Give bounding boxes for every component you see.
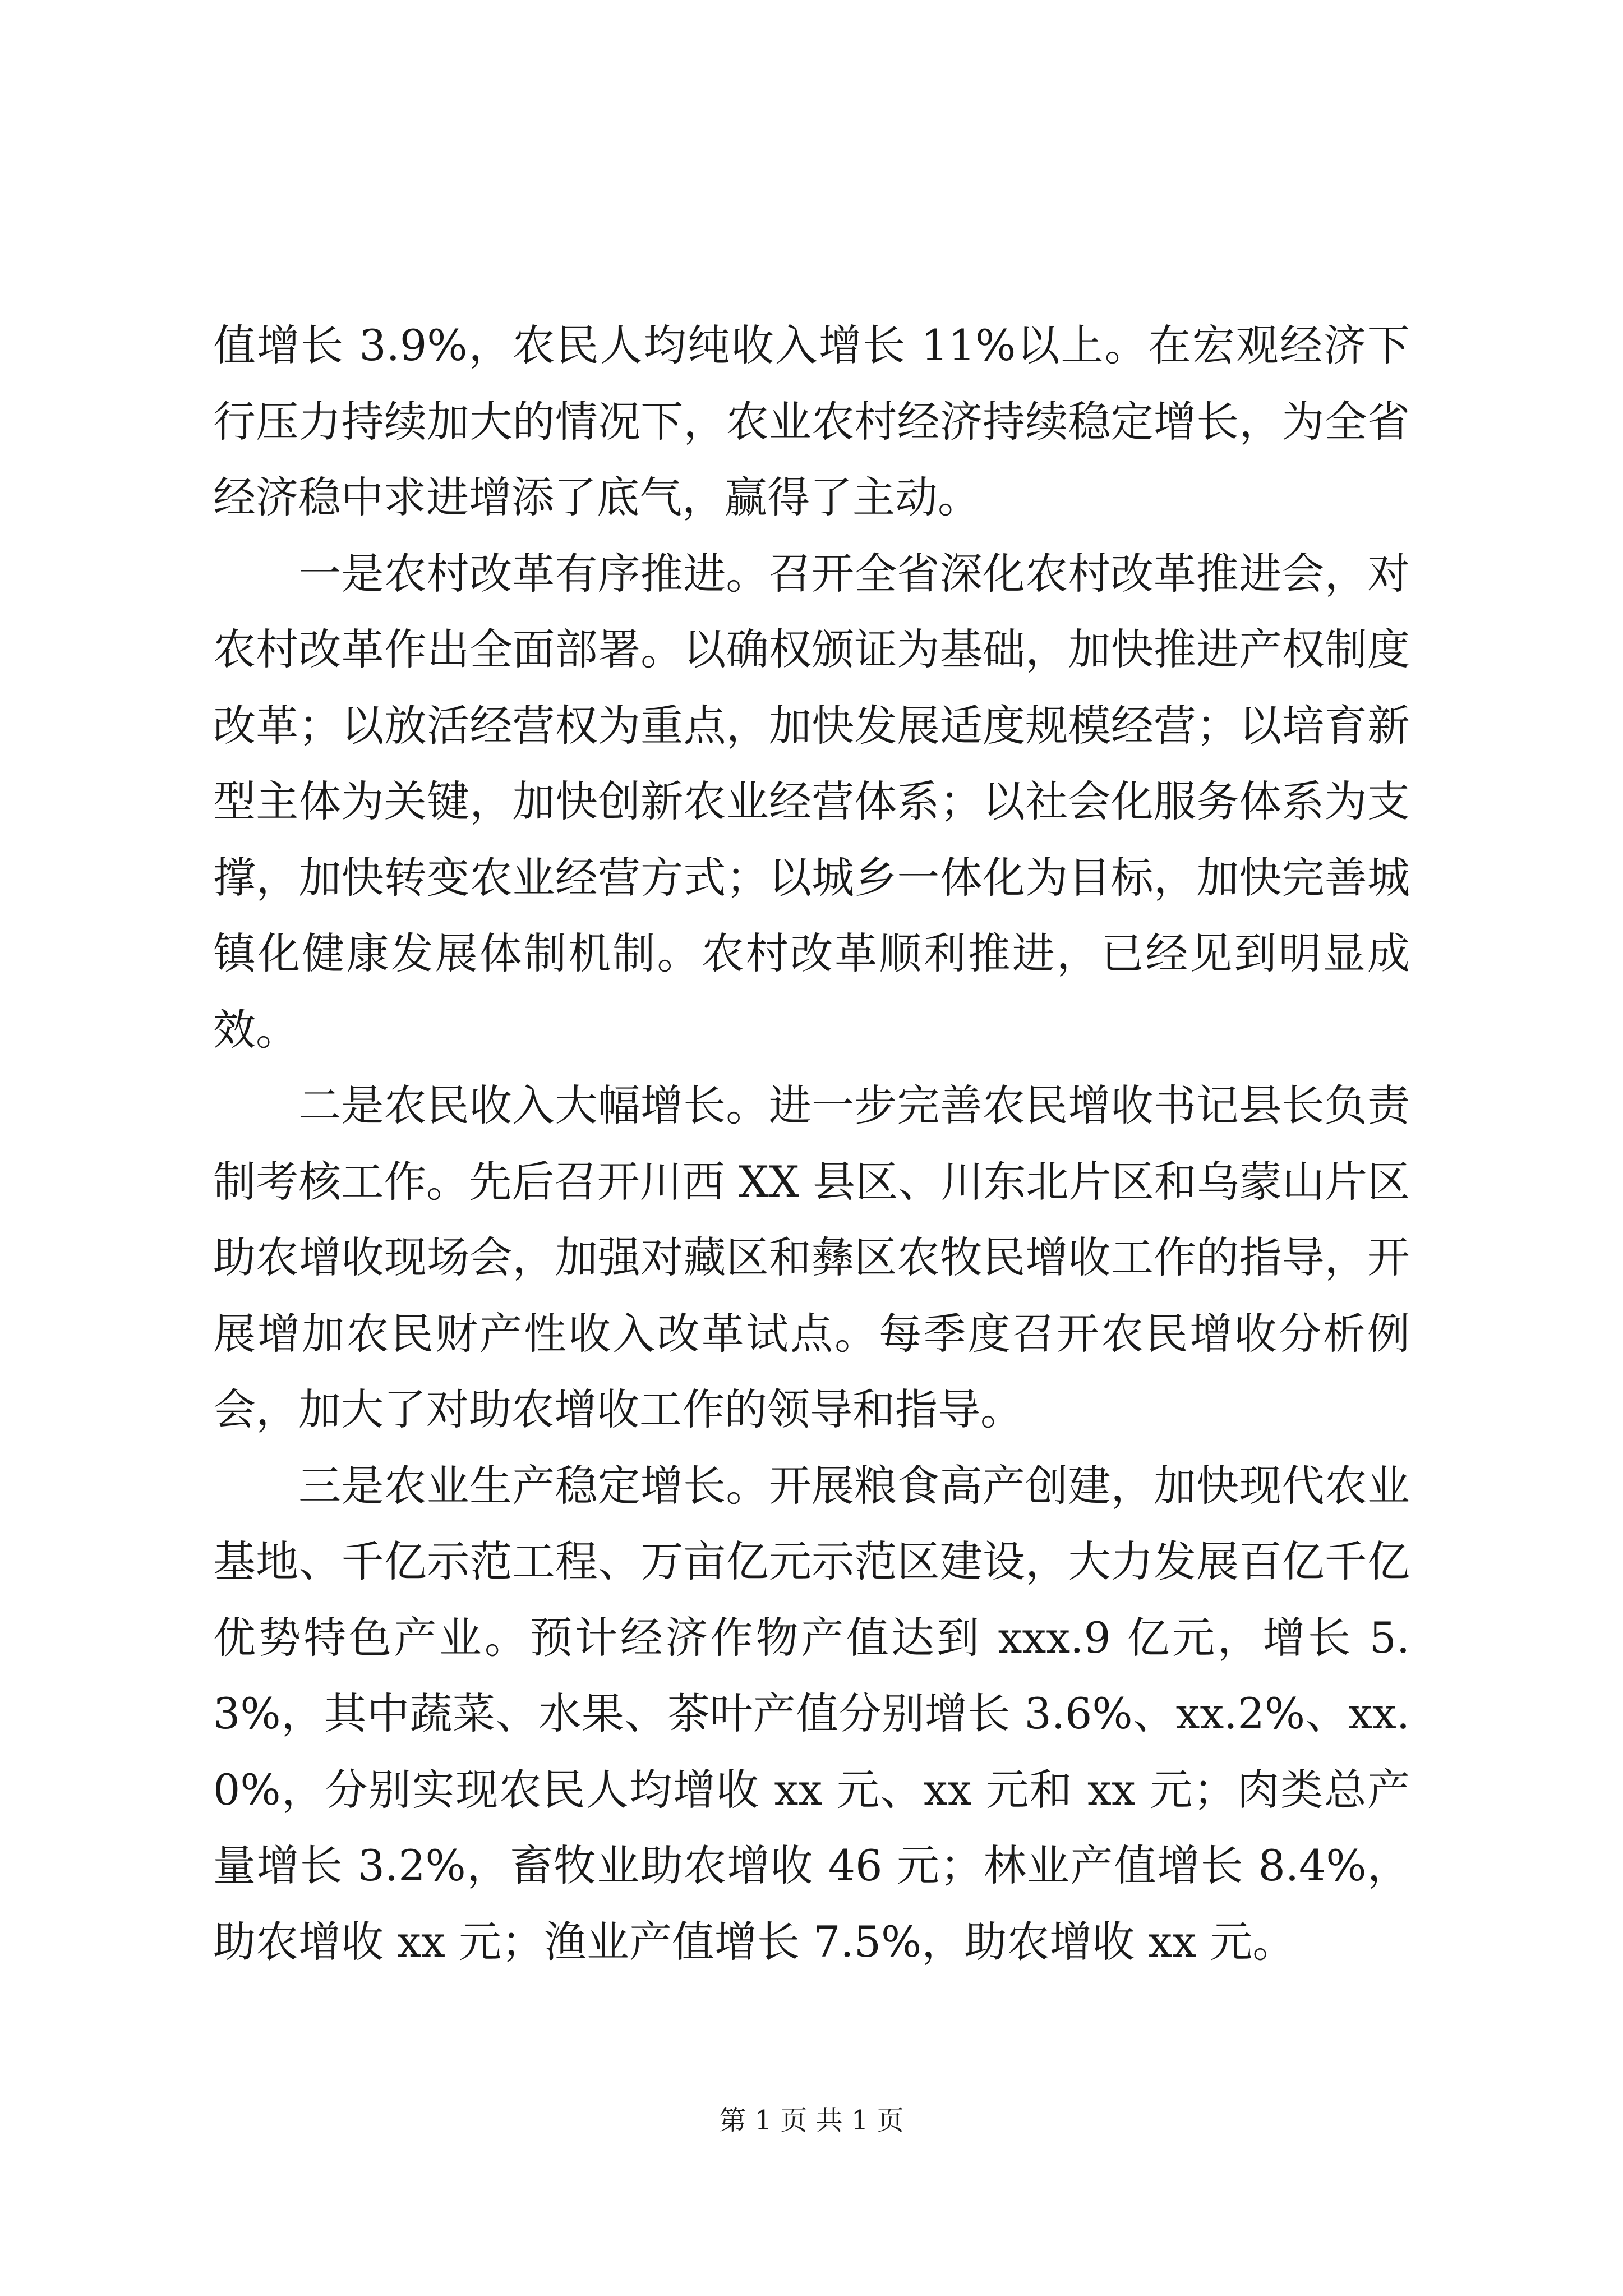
paragraph-intro: 值增长 3.9%，农民人均纯收入增长 11%以上。在宏观经济下行压力持续加大的情况下，农业农村经济持续稳定增长，为全省经济稳中求进增添了底气，赢得了主动。 xyxy=(213,320,1410,522)
document-body xyxy=(213,307,1410,1980)
paragraph-farmer-income: 二是农民收入大幅增长。进一步完善农民增收书记县长负责制考核工作。先后召开川西 XX 县区、川东北片区和乌蒙山片区助农增收现场会，加强对藏区和彝区农牧民增收工作的指导，开展增加农民财产性收入改革试点。每季度召开农民增收分析例会，加大了对助农增收工作的领导和指导。 xyxy=(213,1080,1410,1434)
page-footer: 第 1 页 共 1 页 xyxy=(719,2105,904,2136)
paragraph-agri-production: 三是农业生产稳定增长。开展粮食高产创建，加快现代农业基地、千亿示范工程、万亩亿元示范区建设，大力发展百亿千亿优势特色产业。预计经济作物产值达到 xxx.9 亿元，增长 5.3%，其中蔬菜、水果、茶叶产值分别增长 3.6%、xx.2%、xx.0%，分别实现农民人均增收 xx 元、xx 元和 xx 元；肉类总产量增长 3.2%，畜牧业助农增收 46 元；林业产值增长 8.4%，助农增收 xx 元；渔业产值增长 7.5%，助农增收 xx 元。 xyxy=(213,1460,1410,1967)
paragraph-rural-reform: 一是农村改革有序推进。召开全省深化农村改革推进会，对农村改革作出全面部署。以确权颁证为基础，加快推进产权制度改革；以放活经营权为重点，加快发展适度规模经营；以培育新型主体为关键，加快创新农业经营体系；以社会化服务体系为支撑，加快转变农业经营方式；以城乡一体化为目标，加快完善城镇化健康发展体制机制。农村改革顺利推进，已经见到明显成效。 xyxy=(213,548,1410,1055)
